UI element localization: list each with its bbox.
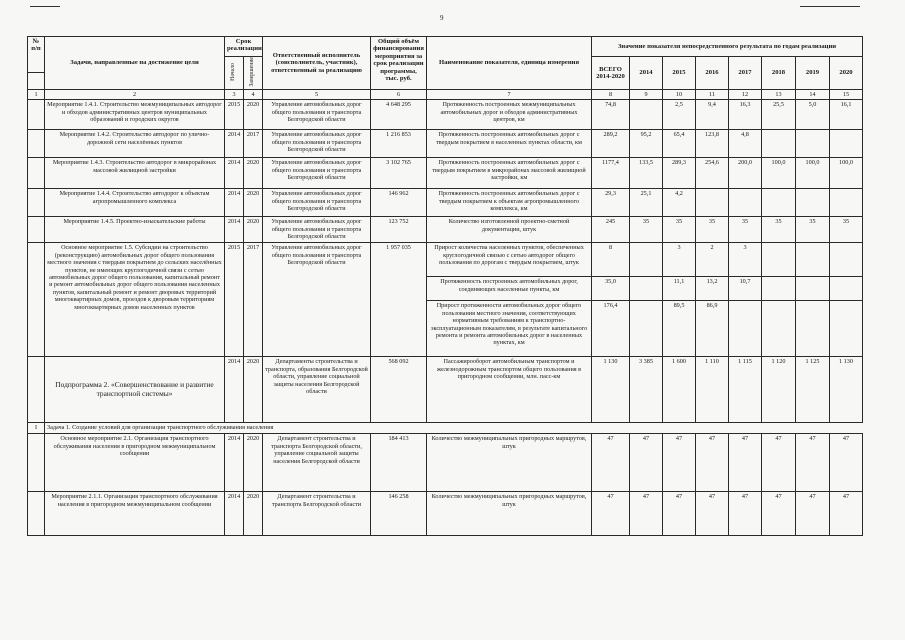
year-value [630,100,663,130]
col-number: 2 [45,89,225,99]
hdr-total: ВСЕГО 2014-2020 [592,57,630,90]
year-value [796,130,830,158]
year-value: 47 [762,492,796,536]
section-number: I [28,423,45,434]
section-row [28,423,863,434]
task-cell: Основное мероприятие 2.1. Организация транспортного обслуживания населения в пригородном межмуниципальном сообщении [45,434,225,492]
task-cell: Мероприятие 2.1.1. Организация транспортного обслуживания населения в пригородном межмуниципальном сообщении [45,492,225,536]
indicator-cell: Количество межмуниципальных пригородных маршрутов, штук [427,434,592,492]
year-value [762,277,796,301]
start-year: 2015 [225,243,244,357]
year-value: 47 [630,492,663,536]
subprogram-row [28,357,863,423]
top-rule-left [30,6,60,7]
hdr-year: 2019 [796,57,830,90]
table-row [28,158,863,189]
financing-cell: 146 258 [371,492,427,536]
start-year: 2014 [225,158,244,189]
task-cell: Основное мероприятие 1.5. Субсидии на строительство (реконструкцию) автомобильных дорог общего пользования местного значения с твердым покрытием до сельских населённых пунктов, не имеющих круглогодичной связи с сетью автомобильных дорог общего пользования, капитальный ремонт и ремонт автомобильных дорог общего пользования населенных пунктов, капитальный ремонт и ремонт дворовых территорий многоквартирных домов, проездов к дворовым территориям многоквартирных домов населенных пунктов [45,243,225,357]
task-cell: Мероприятие 1.4.4. Строительство автодорог к объектам агропромышленного комплекса [45,189,225,217]
financing-cell: 568 092 [371,357,427,423]
year-value [729,301,762,357]
year-value: 35 [830,217,863,243]
year-value: 254,6 [696,158,729,189]
hdr-year: 2018 [762,57,796,90]
table-row [28,130,863,158]
year-value [630,301,663,357]
year-value [762,301,796,357]
indicator-cell: Протяженность построенных автомобильных дорог с твердым покрытием к объектам агропромышленного комплекса, км [427,189,592,217]
page-number: 9 [440,14,444,22]
financing-cell: 146 962 [371,189,427,217]
col-number: 5 [263,89,371,99]
year-value [830,130,863,158]
start-year: 2014 [225,492,244,536]
year-value: 10,7 [729,277,762,301]
year-value: 9,4 [696,100,729,130]
year-value: 47 [663,434,696,492]
year-value: 3 [729,243,762,277]
year-value: 35 [796,217,830,243]
year-value: 3 [663,243,696,277]
indicator-cell: Протяженность построенных автомобильных дорог с твердым покрытием в микрорайонах массовой жилищной застройки, км [427,158,592,189]
start-year: 2014 [225,189,244,217]
executor-cell: Департаменты строительства и транспорта, образования Белгородской области, управление социальной защиты населения Белгородской области [263,357,371,423]
year-value: 100,0 [830,158,863,189]
hdr-year: 2016 [696,57,729,90]
year-value: 1 125 [796,357,830,423]
col-number: 12 [729,89,762,99]
year-value: 47 [630,434,663,492]
year-value: 11,1 [663,277,696,301]
hdr-end: Завершение [249,57,256,87]
hdr-year: 2017 [729,57,762,90]
start-year: 2014 [225,130,244,158]
total-value: 245 [592,217,630,243]
total-value: 176,4 [592,301,630,357]
end-year: 2017 [244,130,263,158]
year-value: 200,0 [729,158,762,189]
start-year: 2015 [225,100,244,130]
year-value [830,301,863,357]
financing-cell: 4 648 295 [371,100,427,130]
year-value: 25,5 [762,100,796,130]
total-value: 8 [592,243,630,277]
section-title: Задача 1. Создание условий для организации транспортного обслуживания населения [45,423,863,434]
executor-cell: Управление автомобильных дорог общего пользования и транспорта Белгородской области [263,217,371,243]
start-year: 2014 [225,434,244,492]
year-value [762,243,796,277]
total-value: 74,8 [592,100,630,130]
col-number: 7 [427,89,592,99]
hdr-indicator: Наименование показателя, единица измерения [427,37,592,90]
indicator-cell: Количество изготовленной проектно-сметной документации, штук [427,217,592,243]
table-row [28,217,863,243]
year-value [729,189,762,217]
end-year: 2020 [244,217,263,243]
col-number: 3 [225,89,244,99]
executor-cell: Управление автомобильных дорог общего пользования и транспорта Белгородской области [263,100,371,130]
col-number: 9 [630,89,663,99]
col-number: 8 [592,89,630,99]
end-year: 2017 [244,243,263,357]
end-year: 2020 [244,357,263,423]
executor-cell: Управление автомобильных дорог общего пользования и транспорта Белгородской области [263,243,371,357]
end-year: 2020 [244,100,263,130]
indicator-cell: Протяженность построенных автомобильных дорог с твердым покрытием в населенных пунктах области, км [427,130,592,158]
table-row [28,100,863,130]
year-value: 47 [796,492,830,536]
year-value: 1 120 [762,357,796,423]
year-value [796,189,830,217]
indicators-table [27,36,863,536]
col-number: 1 [28,89,45,99]
financing-cell: 1 216 853 [371,130,427,158]
total-value: 29,3 [592,189,630,217]
end-year: 2020 [244,189,263,217]
financing-cell: 123 752 [371,217,427,243]
year-value [796,243,830,277]
year-value: 16,3 [729,100,762,130]
hdr-year: 2020 [830,57,863,90]
year-value: 1 130 [830,357,863,423]
year-value: 1 115 [729,357,762,423]
year-value: 123,8 [696,130,729,158]
year-value: 86,9 [696,301,729,357]
hdr-year: 2015 [663,57,696,90]
year-value: 35 [663,217,696,243]
year-value: 47 [830,434,863,492]
year-value: 65,4 [663,130,696,158]
year-value [762,189,796,217]
year-value: 100,0 [796,158,830,189]
financing-cell: 184 413 [371,434,427,492]
year-value: 3 385 [630,357,663,423]
year-value: 100,0 [762,158,796,189]
start-year: 2014 [225,357,244,423]
year-value [830,277,863,301]
subprogram-title: Подпрограмма 2. «Совершенствование и развитие транспортной системы» [45,357,225,423]
task-cell: Мероприятие 1.4.5. Проектно-изыскательские работы [45,217,225,243]
col-number: 15 [830,89,863,99]
year-value: 289,3 [663,158,696,189]
end-year: 2020 [244,434,263,492]
executor-cell: Департамент строительства и транспорта Белгородской области, управление социальной защиты населения Белгородской области [263,434,371,492]
hdr-task: Задачи, направленные на достижение цели [45,37,225,90]
year-value [630,243,663,277]
year-value: 35 [729,217,762,243]
financing-cell: 3 102 765 [371,158,427,189]
executor-cell: Департамент строительства и транспорта Белгородской области [263,492,371,536]
table-row [28,243,863,277]
indicator-cell: Прирост протяженности автомобильных дорог общего пользования местного значения, соответствующих нормативным требованиям к транспортно-эксплуатационным показателям, в результате капитального ремонта и ремонта автомобильных дорог в населенных пунктах, км [427,301,592,357]
start-year: 2014 [225,217,244,243]
year-value: 4,8 [729,130,762,158]
year-value: 2,5 [663,100,696,130]
hdr-no: № п/п [28,37,45,73]
top-rule-right [800,6,860,7]
table-row [28,434,863,492]
year-value: 2 [696,243,729,277]
year-value [830,189,863,217]
end-year: 2020 [244,158,263,189]
task-cell: Мероприятие 1.4.3. Строительство автодорог в микрорайонах массовой жилищной застройки [45,158,225,189]
year-value [796,301,830,357]
year-value: 47 [729,492,762,536]
year-value: 25,1 [630,189,663,217]
year-value: 1 600 [663,357,696,423]
year-value: 47 [830,492,863,536]
col-number: 11 [696,89,729,99]
year-value: 16,1 [830,100,863,130]
year-value: 47 [696,492,729,536]
task-cell: Мероприятие 1.4.1. Строительство межмуниципальных автодорог и обходов административных центров муниципальных образований и городских округов [45,100,225,130]
year-value [830,243,863,277]
executor-cell: Управление автомобильных дорог общего пользования и транспорта Белгородской области [263,158,371,189]
total-value: 35,0 [592,277,630,301]
year-value: 13,2 [696,277,729,301]
hdr-start: Начало [230,62,237,81]
col-number: 13 [762,89,796,99]
col-number: 4 [244,89,263,99]
indicator-cell: Пассажирооборот автомобильным транспортом и железнодорожным транспортом общего пользования в пригородном сообщении, млн. пасс-км [427,357,592,423]
year-value [796,277,830,301]
year-value: 5,0 [796,100,830,130]
total-value: 47 [592,434,630,492]
indicator-cell: Протяженность построенных автомобильных дорог, соединяющих населенные пункты, км [427,277,592,301]
year-value: 35 [696,217,729,243]
year-value: 47 [663,492,696,536]
year-value: 1 110 [696,357,729,423]
year-value: 35 [762,217,796,243]
indicator-cell: Прирост количества населенных пунктов, обеспеченных круглогодичной связью с сетью автодорог общего пользования по дорогам с твердым покрытием, штук [427,243,592,277]
year-value [762,130,796,158]
year-value: 47 [796,434,830,492]
indicator-cell: Протяженность построенных межмуниципальных автомобильных дорог и обходов административных центров, км [427,100,592,130]
year-value: 47 [762,434,796,492]
col-number: 10 [663,89,696,99]
executor-cell: Управление автомобильных дорог общего пользования и транспорта Белгородской области [263,189,371,217]
total-value: 1177,4 [592,158,630,189]
col-number: 6 [371,89,427,99]
year-value: 133,5 [630,158,663,189]
year-value: 89,5 [663,301,696,357]
total-value: 289,2 [592,130,630,158]
hdr-fin: Общий объём финансирования мероприятия за срок реализации программы, тыс. руб. [371,37,427,90]
hdr-year: 2014 [630,57,663,90]
table-row [28,492,863,536]
indicator-cell: Количество межмуниципальных пригородных маршрутов, штук [427,492,592,536]
year-value: 35 [630,217,663,243]
year-value: 95,2 [630,130,663,158]
task-cell: Мероприятие 1.4.2. Строительство автодорог по улично-дорожной сети населённых пунктов [45,130,225,158]
year-value [630,277,663,301]
year-value [696,189,729,217]
table-row [28,189,863,217]
executor-cell: Управление автомобильных дорог общего пользования и транспорта Белгородской области [263,130,371,158]
total-value: 47 [592,492,630,536]
year-value: 47 [729,434,762,492]
year-value: 4,2 [663,189,696,217]
hdr-values: Значение показателя непосредственного результата по годам реализации [592,37,863,57]
hdr-term: Срок реализации [225,37,263,57]
end-year: 2020 [244,492,263,536]
year-value: 47 [696,434,729,492]
col-number: 14 [796,89,830,99]
financing-cell: 1 957 035 [371,243,427,357]
total-value: 1 130 [592,357,630,423]
hdr-exec: Ответственный исполнитель (соисполнитель, участник), ответственный за реализацию [263,37,371,90]
